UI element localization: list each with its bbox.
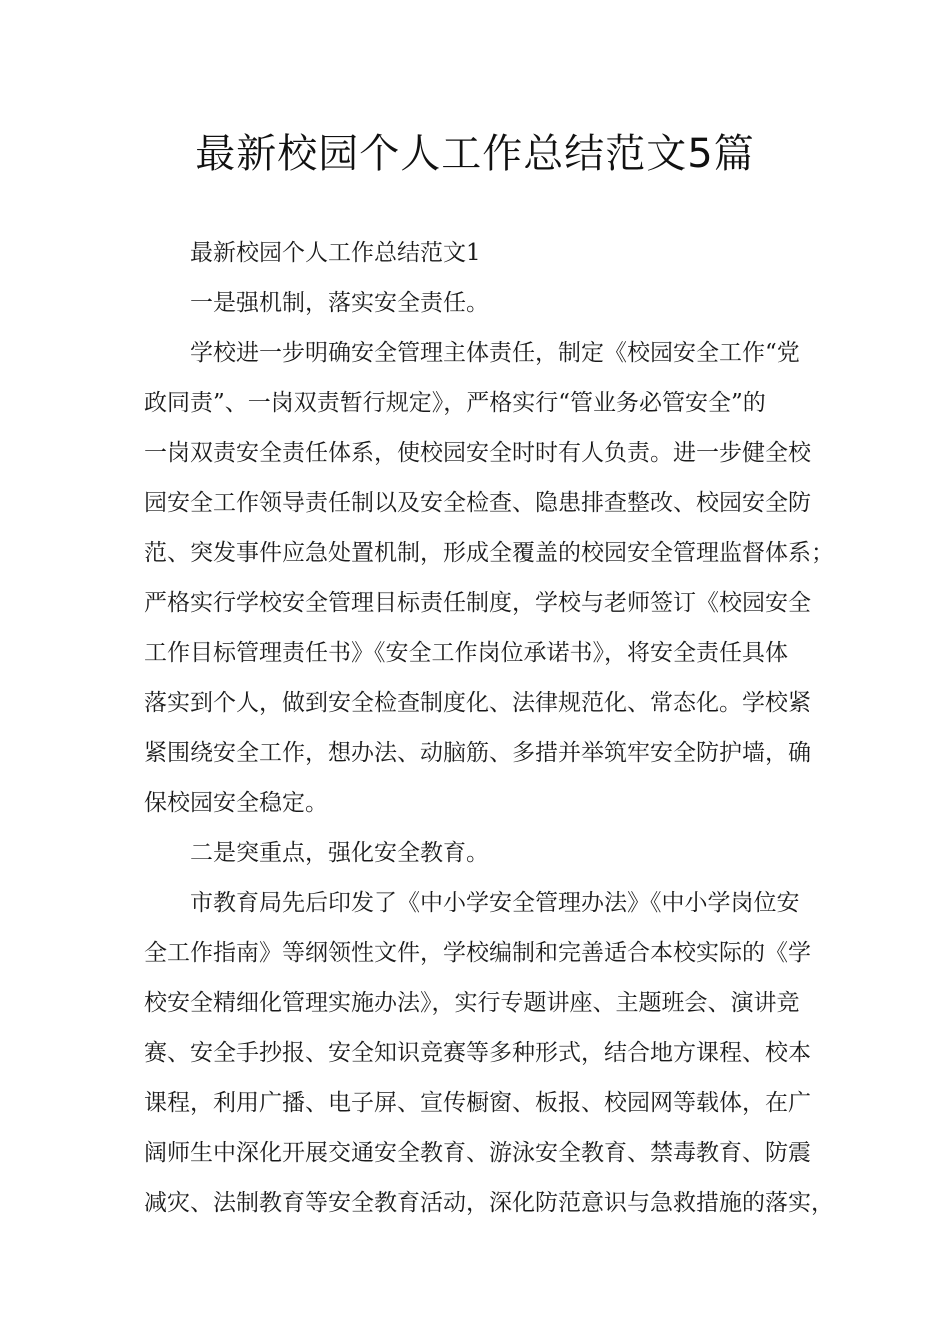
paragraph-heading: 一是强机制，落实安全责任。 — [190, 290, 489, 316]
paragraph-line: 范、突发事件应急处置机制，形成全覆盖的校园安全管理监督体系； — [144, 540, 834, 566]
paragraph-line: 紧围绕安全工作，想办法、动脑筋、多措并举筑牢安全防护墙，确 — [144, 740, 811, 766]
paragraph-line: 严格实行学校安全管理目标责任制度，学校与老师签订《校园安全 — [144, 590, 811, 616]
paragraph-line: 落实到个人，做到安全检查制度化、法律规范化、常态化。学校紧 — [144, 690, 811, 716]
paragraph-line: 保校园安全稳定。 — [144, 790, 328, 816]
paragraph-line: 市教育局先后印发了《中小学安全管理办法》《中小学岗位安 — [190, 890, 800, 916]
paragraph-line: 一岗双责安全责任体系，使校园安全时时有人负责。进一步健全校 — [144, 440, 811, 466]
paragraph-line: 工作目标管理责任书》《安全工作岗位承诺书》，将安全责任具体 — [144, 640, 788, 666]
paragraph-line: 课程，利用广播、电子屏、宣传橱窗、板报、校园网等载体，在广 — [144, 1090, 811, 1116]
paragraph-line: 政同责”、一岗双责暂行规定》，严格实行“管业务必管安全”的 — [144, 390, 766, 416]
document-body — [144, 228, 834, 1228]
paragraph-line: 校安全精细化管理实施办法》，实行专题讲座、主题班会、演讲竞 — [144, 990, 800, 1016]
paragraph-line: 学校进一步明确安全管理主体责任，制定《校园安全工作“党 — [190, 340, 800, 366]
paragraph-line: 赛、安全手抄报、安全知识竞赛等多种形式，结合地方课程、校本 — [144, 1040, 811, 1066]
paragraph-line: 园安全工作领导责任制以及安全检查、隐患排查整改、校园安全防 — [144, 490, 811, 516]
paragraph-heading: 二是突重点，强化安全教育。 — [190, 840, 489, 866]
section-heading: 最新校园个人工作总结范文1 — [190, 240, 481, 266]
paragraph-line: 全工作指南》等纲领性文件，学校编制和完善适合本校实际的《学 — [144, 940, 811, 966]
paragraph-line: 减灾、法制教育等安全教育活动，深化防范意识与急救措施的落实， — [144, 1190, 834, 1216]
paragraph-line: 阔师生中深化开展交通安全教育、游泳安全教育、禁毒教育、防震 — [144, 1140, 811, 1166]
document-title: 最新校园个人工作总结范文5篇 — [195, 131, 755, 177]
